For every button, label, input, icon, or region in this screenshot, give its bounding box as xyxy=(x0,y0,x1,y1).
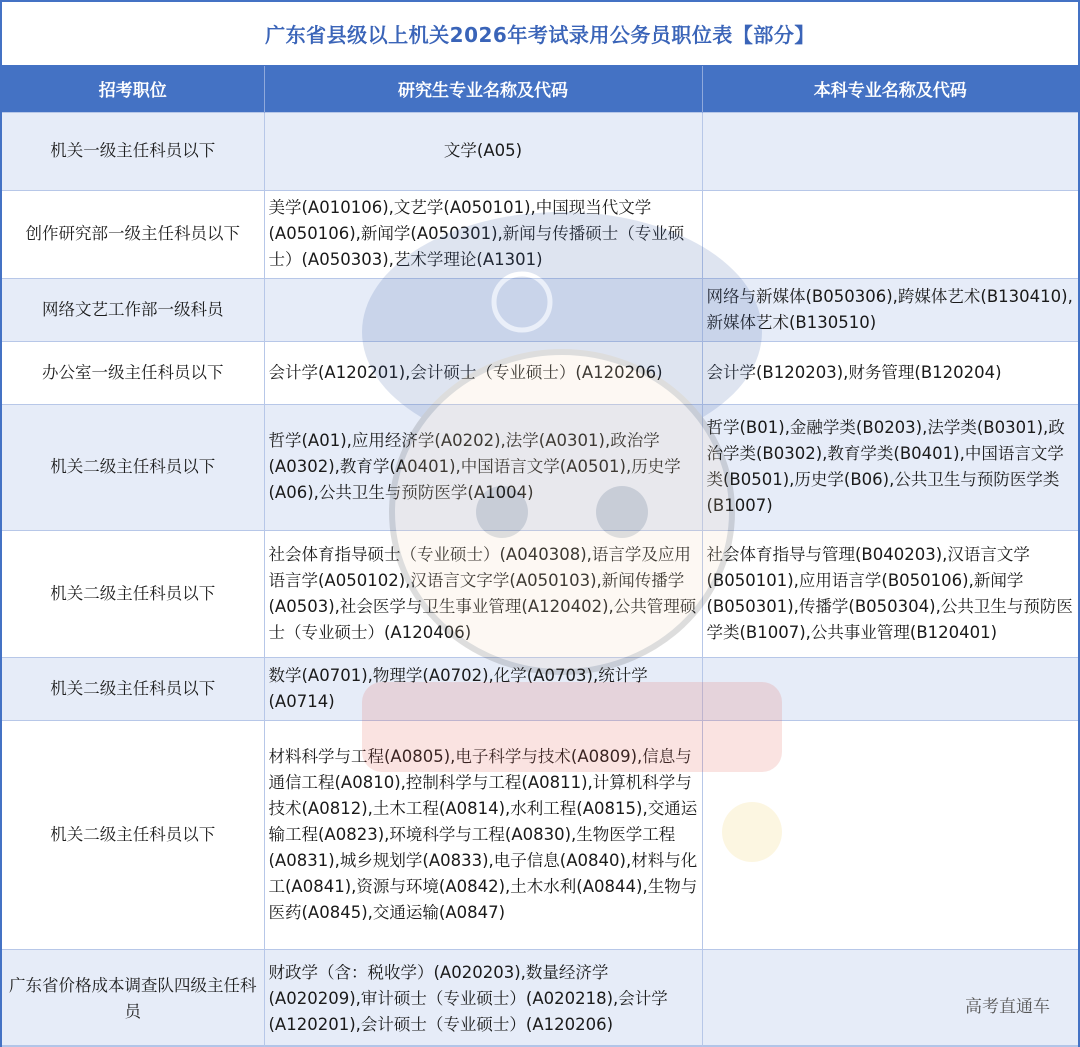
column-header-undergraduate-major: 本科专业名称及代码 xyxy=(702,66,1078,112)
positions-table xyxy=(2,66,1078,1047)
undergraduate-major-cell xyxy=(702,720,1078,949)
undergraduate-major-cell xyxy=(702,657,1078,720)
graduate-major-cell: 美学(A010106),文艺学(A050101),中国现当代文学(A050106),新闻学(A050301),新闻与传播硕士（专业硕士）(A050303),艺术学理论(A1301) xyxy=(264,190,702,278)
undergraduate-major-cell: 哲学(B01),金融学类(B0203),法学类(B0301),政治学类(B0302),教育学类(B0401),中国语言文学类(B0501),历史学(B06),公共卫生与预防医学类(B1007) xyxy=(702,404,1078,530)
graduate-major-cell: 文学(A05) xyxy=(264,112,702,190)
watermark-text: 高考直通车 xyxy=(965,997,1050,1017)
table-row xyxy=(2,278,1078,341)
undergraduate-major-cell: 社会体育指导与管理(B040203),汉语言文学(B050101),应用语言学(B050106),新闻学(B050301),传播学(B050304),公共卫生与预防医学类(B1007),公共事业管理(B120401) xyxy=(702,530,1078,657)
graduate-major-cell: 数学(A0701),物理学(A0702),化学(A0703),统计学(A0714) xyxy=(264,657,702,720)
undergraduate-major-cell xyxy=(702,112,1078,190)
table-row xyxy=(2,949,1078,1047)
position-cell: 机关二级主任科员以下 xyxy=(2,404,264,530)
position-cell: 机关二级主任科员以下 xyxy=(2,720,264,949)
table-row xyxy=(2,404,1078,530)
undergraduate-major-cell: 网络与新媒体(B050306),跨媒体艺术(B130410),新媒体艺术(B130510) xyxy=(702,278,1078,341)
position-cell: 机关二级主任科员以下 xyxy=(2,530,264,657)
graduate-major-cell: 哲学(A01),应用经济学(A0202),法学(A0301),政治学(A0302),教育学(A0401),中国语言文学(A0501),历史学(A06),公共卫生与预防医学(A1004) xyxy=(264,404,702,530)
position-cell: 机关二级主任科员以下 xyxy=(2,657,264,720)
table-row xyxy=(2,720,1078,949)
position-cell: 办公室一级主任科员以下 xyxy=(2,341,264,404)
column-header-position: 招考职位 xyxy=(2,66,264,112)
undergraduate-major-cell: 会计学(B120203),财务管理(B120204) xyxy=(702,341,1078,404)
table-row xyxy=(2,657,1078,720)
position-cell: 网络文艺工作部一级科员 xyxy=(2,278,264,341)
undergraduate-major-cell xyxy=(702,190,1078,278)
table-row xyxy=(2,112,1078,190)
page-title: 广东省县级以上机关2026年考试录用公务员职位表【部分】 xyxy=(2,2,1078,66)
table-row xyxy=(2,190,1078,278)
graduate-major-cell xyxy=(264,278,702,341)
position-cell: 机关一级主任科员以下 xyxy=(2,112,264,190)
table-row xyxy=(2,341,1078,404)
table-row xyxy=(2,530,1078,657)
table-header-row xyxy=(2,66,1078,112)
graduate-major-cell: 财政学（含：税收学）(A020203),数量经济学(A020209),审计硕士（专业硕士）(A020218),会计学(A120201),会计硕士（专业硕士）(A120206) xyxy=(264,949,702,1047)
position-cell: 创作研究部一级主任科员以下 xyxy=(2,190,264,278)
position-cell: 广东省价格成本调查队四级主任科员 xyxy=(2,949,264,1047)
graduate-major-cell: 会计学(A120201),会计硕士（专业硕士）(A120206) xyxy=(264,341,702,404)
graduate-major-cell: 材料科学与工程(A0805),电子科学与技术(A0809),信息与通信工程(A0810),控制科学与工程(A0811),计算机科学与技术(A0812),土木工程(A0814),水利工程(A0815),交通运输工程(A0823),环境科学与工程(A0830),生物医学工程(A0831),城乡规划学(A0833),电子信息(A0840),材料与化工(A0841),资源与环境(A0842),土木水利(A0844),生物与医药(A0845),交通运输(A0847) xyxy=(264,720,702,949)
column-header-graduate-major: 研究生专业名称及代码 xyxy=(264,66,702,112)
graduate-major-cell: 社会体育指导硕士（专业硕士）(A040308),语言学及应用语言学(A050102),汉语言文字学(A050103),新闻传播学(A0503),社会医学与卫生事业管理(A120402),公共管理硕士（专业硕士）(A120406) xyxy=(264,530,702,657)
